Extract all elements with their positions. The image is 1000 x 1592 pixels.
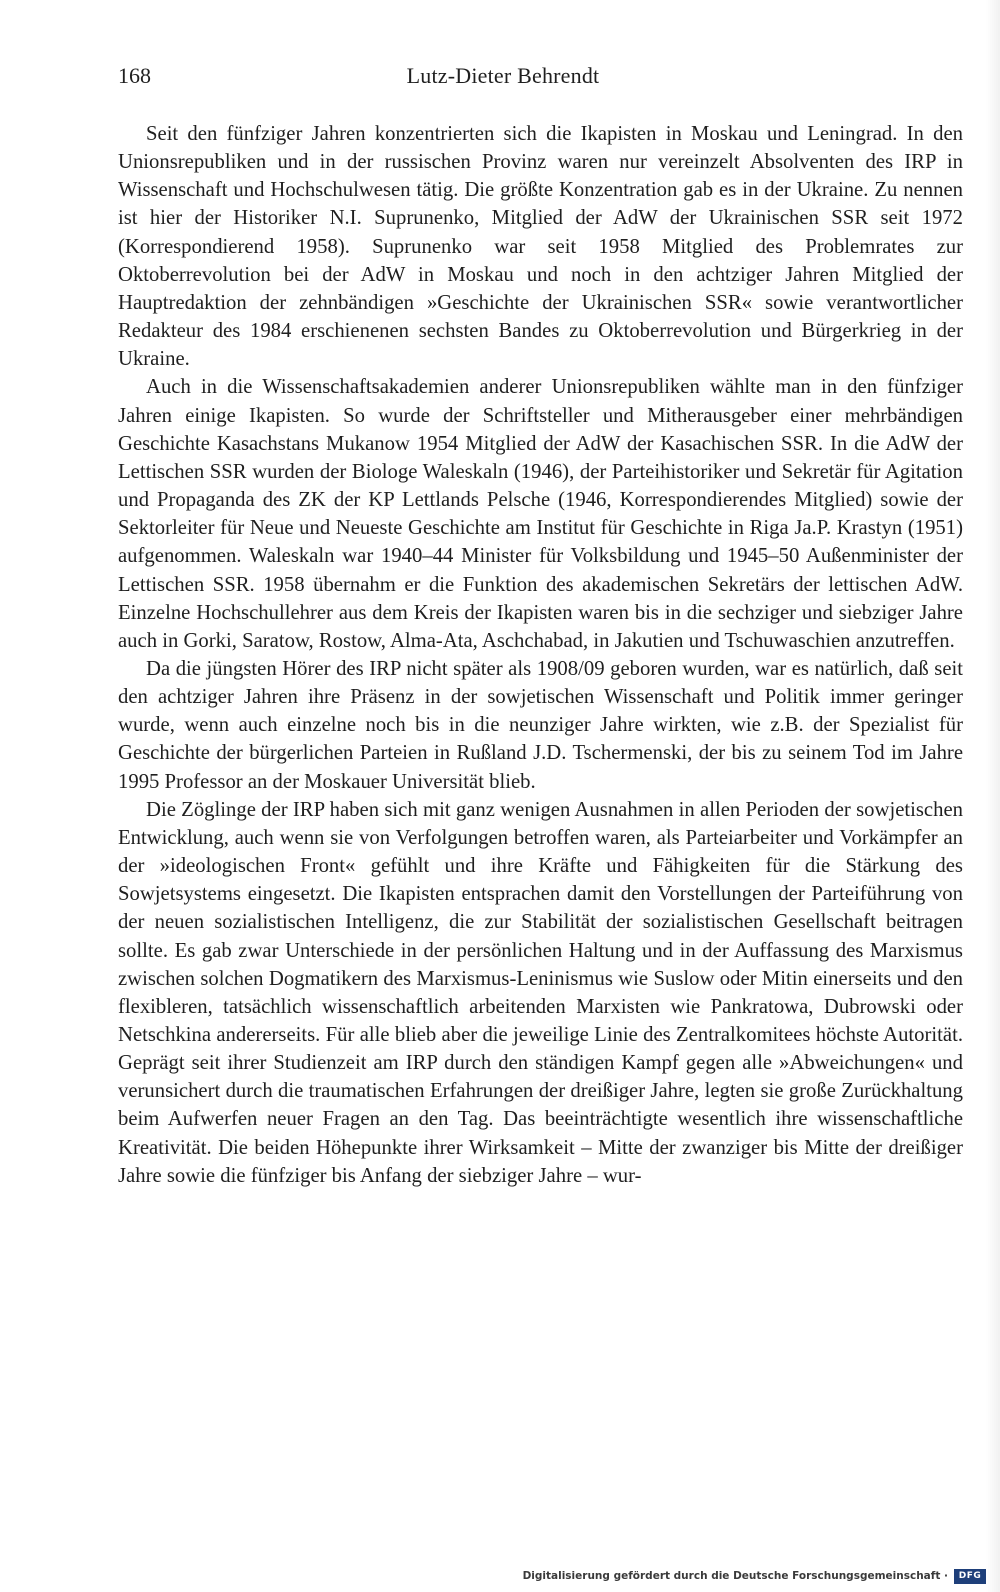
page-number: 168 [118, 63, 151, 88]
body-text [118, 120, 963, 1190]
paragraph-4: Die Zöglinge der IRP haben sich mit ganz wenigen Ausnahmen in allen Perioden der sowjetischen Entwicklung, auch wenn sie von Verfolgungen betroffen waren, als Parteiarbeiter und Vorkämpfer an der »ideologischen Front« gefühlt und ihre Kräfte und Fähigkeiten für die Stärkung des Sowjetsystems eingesetzt. Die Ikapisten entsprachen damit den Vorstellungen der Parteiführung von der neuen sozialistischen Intelligenz, die zur Stabilität der sozialistischen Gesellschaft beitragen sollte. Es gab zwar Unterschiede in der persönlichen Haltung und in der Auffassung des Marxismus zwischen solchen Dogmatikern des Marxismus-Leninismus wie Suslow oder Mitin einerseits und den flexibleren, tatsächlich wissenschaftlich arbeitenden Marxisten wie Pankratowa, Dubrowski oder Netschkina andererseits. Für alle blieb aber die jeweilige Linie des Zentralkomitees höchste Autorität. Geprägt seit ihrer Studienzeit am IRP durch den ständigen Kampf gegen alle »Abweichungen« und verunsichert durch die traumatischen Erfahrungen der dreißiger Jahre, legten sie große Zurückhaltung beim Aufwerfen neuer Fragen an den Tag. Das beeinträchtigte wesentlich ihre wissenschaftliche Kreativität. Die beiden Höhepunkte ihrer Wirksamkeit – Mitte der zwanziger bis Mitte der dreißiger Jahre sowie die fünfziger bis Anfang der siebziger Jahre – wur- [118, 798, 963, 1187]
running-title: Lutz-Dieter Behrendt [406, 63, 600, 88]
paragraph-2: Auch in die Wissenschaftsakademien anderer Unionsrepubliken wählte man in den fünfziger Jahren einige Ikapisten. So wurde der Schriftsteller und Mitherausgeber einer mehrbändigen Geschichte Kasachstans Mukanow 1954 Mitglied der AdW der Kasachischen SSR. In die AdW der Lettischen SSR wurden der Biologe Waleskaln (1946), der Parteihistoriker und Sekretär für Agitation und Propaganda des ZK der KP Lettlands Pelsche (1946, Korrespondierendes Mitglied) sowie der Sektorleiter für Neue und Neueste Geschichte am Institut für Geschichte in Riga Ja.P. Krastyn (1951) aufgenommen. Waleskaln war 1940–44 Minister für Volksbildung und 1945–50 Außenminister der Lettischen SSR. 1958 übernahm er die Funktion des akademischen Sekretärs der lettischen AdW. Einzelne Hochschullehrer aus dem Kreis der Ikapisten waren bis in die sechziger und siebziger Jahre auch in Gorki, Saratow, Rostow, Alma-Ata, Aschchabad, in Jakutien und Tschuwaschien anzutreffen. [118, 376, 963, 652]
dfg-logo: DFG [954, 1569, 986, 1584]
running-header [118, 60, 888, 92]
digitization-credit: Digitalisierung gefördert durch die Deutsche Forschungsgemeinschaft · [522, 1570, 948, 1582]
paragraph-3: Da die jüngsten Hörer des IRP nicht später als 1908/09 geboren wurden, war es natürlich, daß seit den achtziger Jahren ihre Präsenz in der sowjetischen Wissenschaft und Politik immer geringer wurde, wenn auch einzelne noch bis in die neunziger Jahre wirkten, wie z.B. der Spezialist für Geschichte der bürgerlichen Parteien in Rußland J.D. Tschermenski, der bis zu seinem Tod im Jahre 1995 Professor an der Moskauer Universität blieb. [118, 657, 963, 793]
paragraph-1: Seit den fünfziger Jahren konzentrierten sich die Ikapisten in Moskau und Leningrad. In den Unionsrepubliken und in der russischen Provinz waren nur vereinzelt Absolventen des IRP in Wissenschaft und Hochschulwesen tätig. Die größte Konzentration gab es in der Ukraine. Zu nennen ist hier der Historiker N.I. Suprunenko, Mitglied der AdW der Ukrainischen SSR seit 1972 (Korrespondierend 1958). Suprunenko war seit 1958 Mitglied des Problemrates zur Oktoberrevolution bei der AdW in Moskau und noch in den achtziger Jahren Mitglied der Hauptredaktion der zehnbändigen »Geschichte der Ukrainischen SSR« sowie verantwortlicher Redakteur des 1984 erschienenen sechsten Bandes zu Oktoberrevolution und Bürgerkrieg in der Ukraine. [118, 123, 963, 371]
page-edge-shadow [986, 0, 1000, 1592]
